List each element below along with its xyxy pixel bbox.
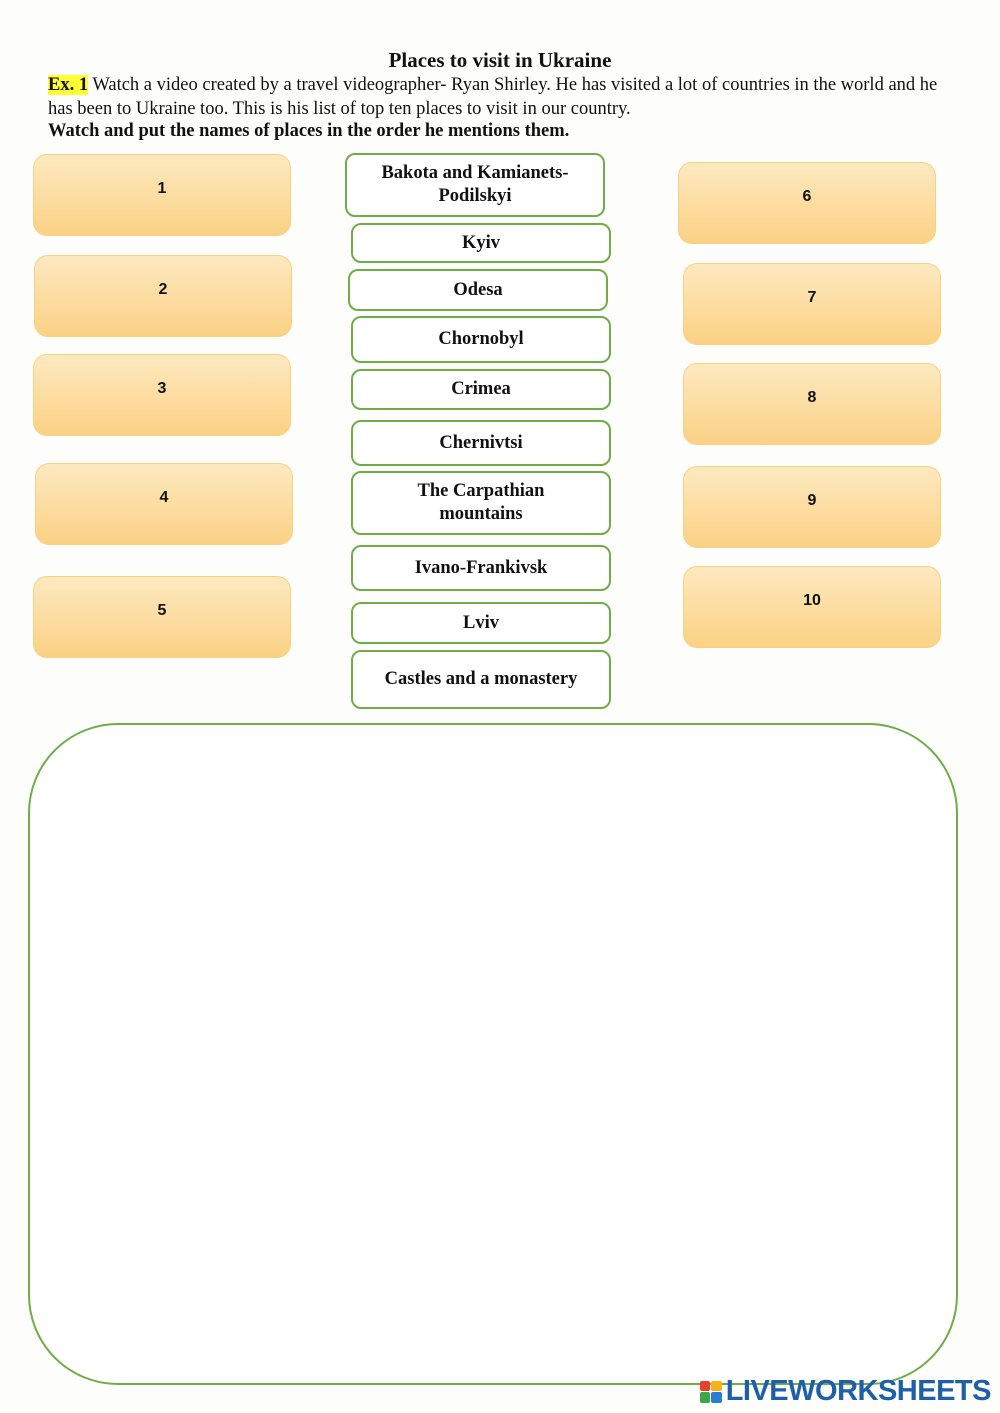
place-card-carpathian[interactable]: The Carpathian mountains (351, 471, 611, 535)
answer-area[interactable] (28, 723, 958, 1385)
drop-slot-10[interactable]: 10 (683, 566, 941, 648)
intro-body: Watch a video created by a travel videographer- Ryan Shirley. He has visited a lot of countries in the world and he has been to Ukraine too. This is his list of top ten places to visit in our country. (48, 75, 938, 119)
place-card-lviv[interactable]: Lviv (351, 602, 611, 644)
intro-text (48, 73, 948, 121)
liveworksheets-logo-text: LIVEWORKSHEETS (725, 1375, 991, 1407)
drop-slot-6[interactable]: 6 (678, 162, 936, 244)
drop-slot-5[interactable]: 5 (33, 576, 291, 658)
instruction-text: Watch and put the names of places in the order he mentions them. (48, 121, 570, 141)
place-card-crimea[interactable]: Crimea (351, 369, 611, 410)
place-card-castles[interactable]: Castles and a monastery (351, 650, 611, 709)
drop-slot-2[interactable]: 2 (34, 255, 292, 337)
place-card-kyiv[interactable]: Kyiv (351, 223, 611, 263)
place-card-odesa[interactable]: Odesa (348, 269, 608, 311)
liveworksheets-logo (700, 1375, 991, 1408)
drop-slot-1[interactable]: 1 (33, 154, 291, 236)
drop-slot-8[interactable]: 8 (683, 363, 941, 445)
worksheet-title: Places to visit in Ukraine (388, 48, 612, 72)
place-card-ivano-frankivsk[interactable]: Ivano-Frankivsk (351, 545, 611, 591)
drop-slot-7[interactable]: 7 (683, 263, 941, 345)
place-card-bakota[interactable]: Bakota and Kamianets-Podilskyi (345, 153, 605, 217)
place-card-chernivtsi[interactable]: Chernivtsi (351, 420, 611, 466)
place-card-chornobyl[interactable]: Chornobyl (351, 316, 611, 363)
liveworksheets-logo-icon (700, 1381, 722, 1403)
drop-slot-3[interactable]: 3 (33, 354, 291, 436)
drop-slot-4[interactable]: 4 (35, 463, 293, 545)
exercise-label: Ex. 1 (48, 75, 89, 95)
drop-slot-9[interactable]: 9 (683, 466, 941, 548)
